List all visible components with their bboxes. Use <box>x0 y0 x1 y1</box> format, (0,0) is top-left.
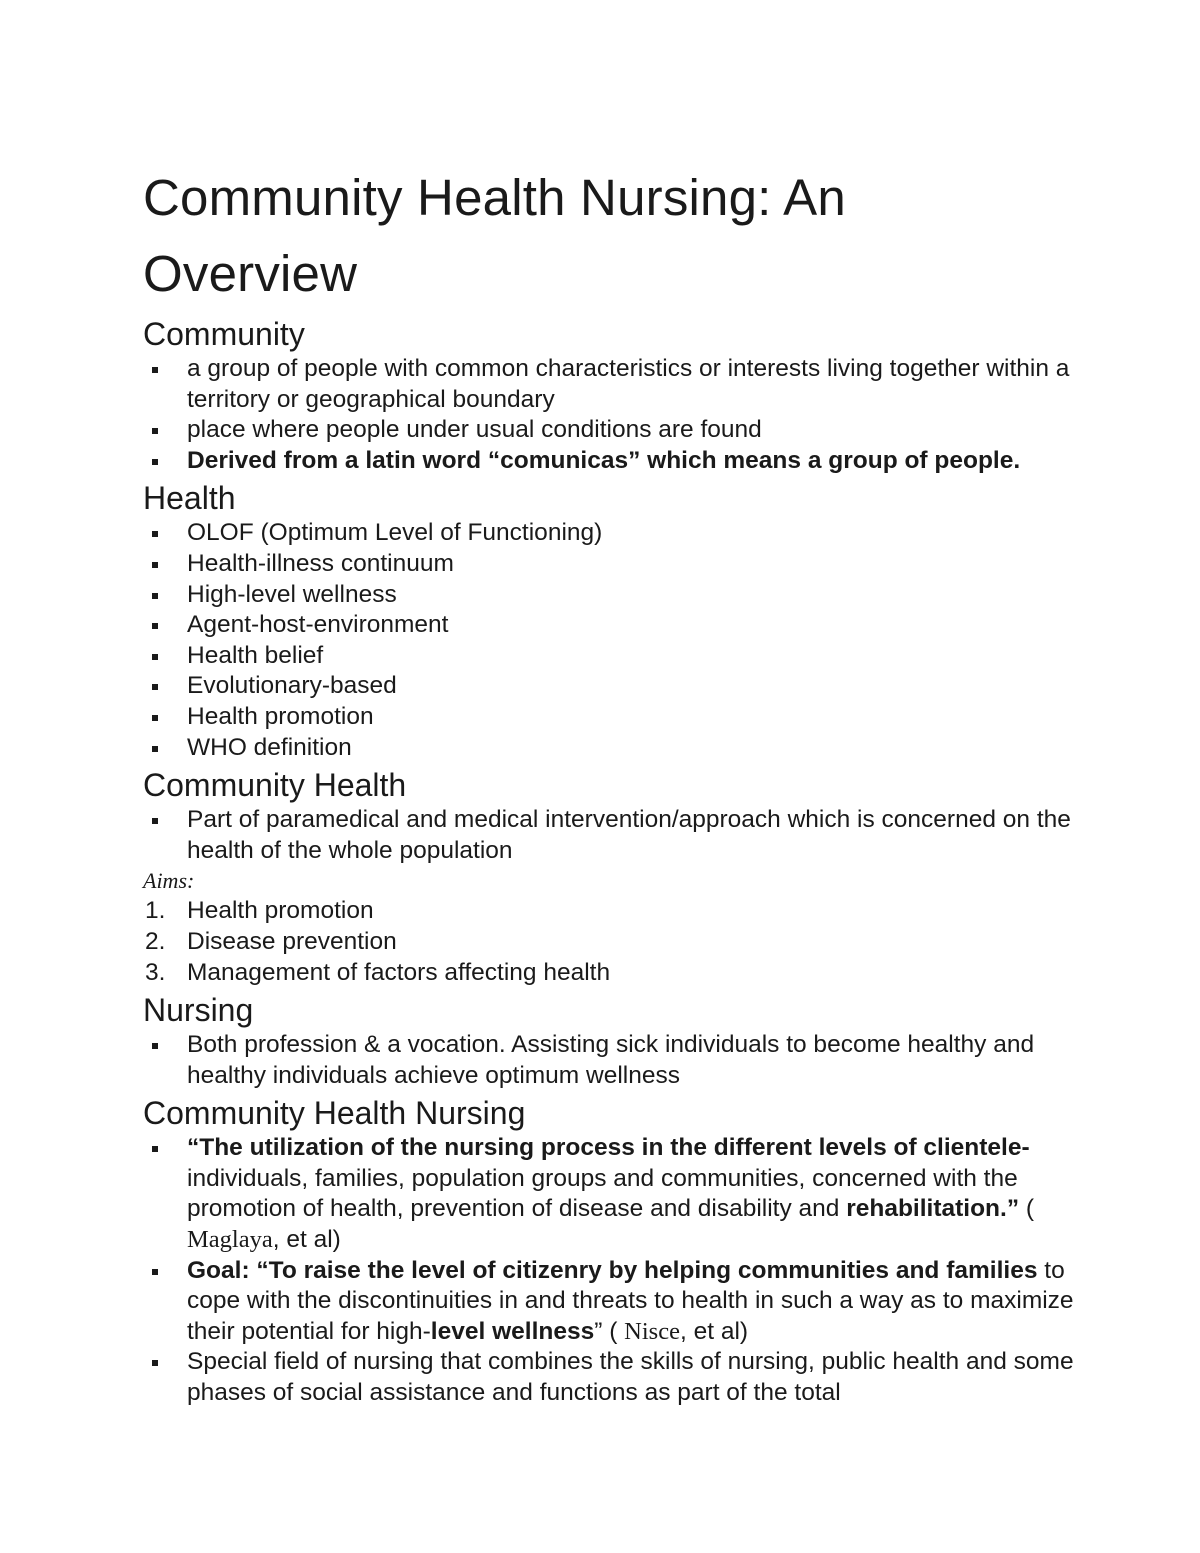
bullet-icon <box>152 459 158 465</box>
bullet-icon <box>152 562 158 568</box>
list-item: Part of paramedical and medical intervention/approach which is concerned on the health of the whole population <box>143 805 1080 866</box>
aims-label: Aims: <box>143 868 195 894</box>
list-item: Goal: “To raise the level of citizenry by helping communities and families to cope with the discontinuities in and threats to health in such a way as to maximize their potential for high-level wellness” ( Nisce, et al) <box>143 1256 1080 1348</box>
list-item: Evolutionary-based <box>143 671 1080 702</box>
list-item: Health belief <box>143 641 1080 672</box>
list-item: “The utilization of the nursing process in the different levels of clientele- individuals, families, population groups and communities, concerned with the promotion of health, prevention of disease and disability and rehabilitation.” ( Maglaya, et al) <box>143 1133 1080 1255</box>
list-nursing <box>143 1030 1080 1091</box>
list-item: Agent-host-environment <box>143 610 1080 641</box>
list-item: Derived from a latin word “comunicas” which means a group of people. <box>143 446 1080 477</box>
page-title: Community Health Nursing: An Overview <box>143 169 846 302</box>
bullet-icon <box>152 818 158 824</box>
list-item: place where people under usual conditions are found <box>143 415 1080 446</box>
list-item: WHO definition <box>143 733 1080 764</box>
bullet-icon <box>152 593 158 599</box>
list-item: 1. Health promotion <box>145 897 374 925</box>
heading-community-health: Community Health <box>143 767 407 804</box>
bullet-icon <box>152 1269 158 1275</box>
heading-community: Community <box>143 316 305 352</box>
bullet-icon <box>152 367 158 373</box>
list-item: Both profession & a vocation. Assisting sick individuals to become healthy and healthy individuals achieve optimum wellness <box>143 1030 1080 1091</box>
list-item: Health-illness continuum <box>143 549 1080 580</box>
list-item: High-level wellness <box>143 580 1080 611</box>
heading-nursing: Nursing <box>143 992 254 1029</box>
list-item: OLOF (Optimum Level of Functioning) <box>143 518 1080 549</box>
bullet-icon <box>152 746 158 752</box>
bullet-icon <box>152 654 158 660</box>
bullet-icon <box>152 1360 158 1366</box>
heading-health: Health <box>143 480 236 517</box>
list-community <box>143 354 1080 476</box>
bullet-icon <box>152 531 158 537</box>
bullet-icon <box>152 1043 158 1049</box>
bullet-icon <box>152 428 158 434</box>
list-community-health <box>143 805 1080 866</box>
list-item: Health promotion <box>143 702 1080 733</box>
bullet-icon <box>152 684 158 690</box>
bullet-icon <box>152 715 158 721</box>
list-item: 2. Disease prevention <box>145 927 397 955</box>
list-item: a group of people with common characteristics or interests living together within a territory or geographical boundary <box>143 354 1080 415</box>
list-community-health-nursing <box>143 1133 1080 1408</box>
list-item: 3. Management of factors affecting health <box>145 958 611 986</box>
list-aims <box>143 896 1080 988</box>
bullet-icon <box>152 623 158 629</box>
list-health <box>143 518 1080 763</box>
bullet-icon <box>152 1146 158 1152</box>
heading-community-health-nursing: Community Health Nursing <box>143 1095 526 1132</box>
list-item: Special field of nursing that combines the skills of nursing, public health and some phases of social assistance and functions as part of the total <box>143 1347 1080 1408</box>
